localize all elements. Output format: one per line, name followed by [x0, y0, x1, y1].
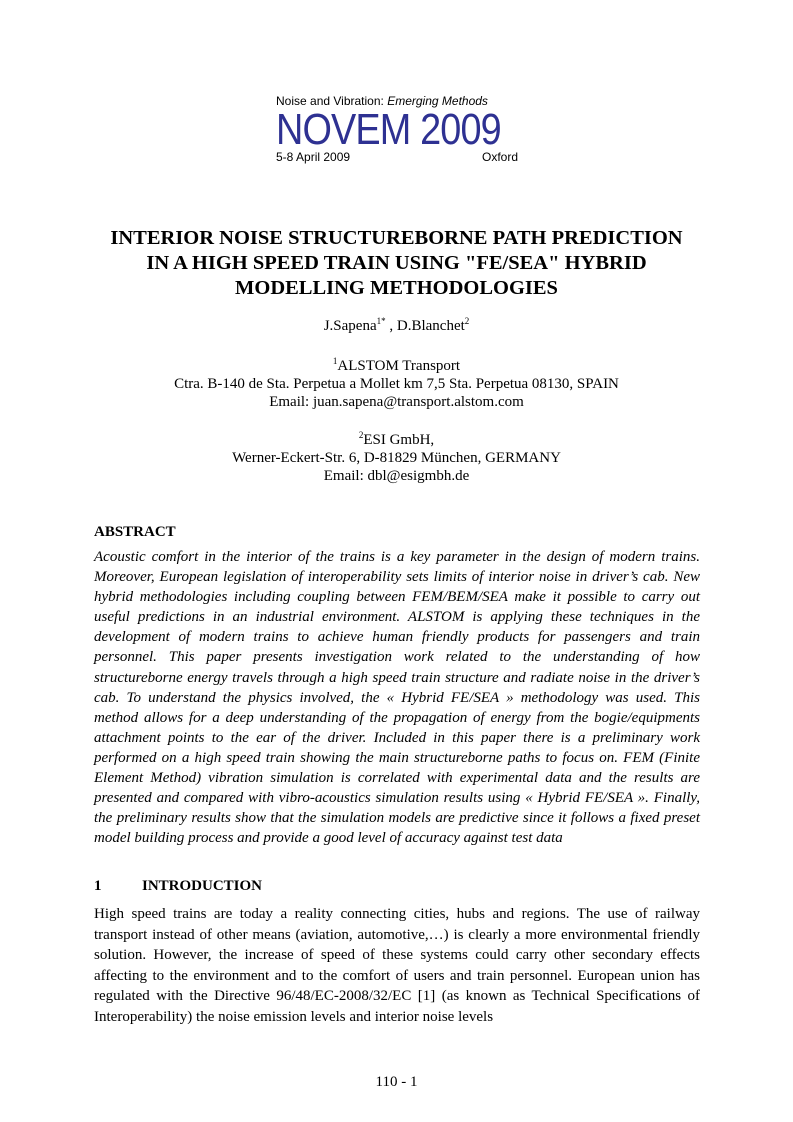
- paper-title: [60, 226, 733, 301]
- title-line: INTERIOR NOISE STRUCTUREBORNE PATH PREDICTION: [110, 227, 683, 249]
- affiliation-2: $^2$ESI GmbH, Werner-Eckert-Str. 6, D-81829 München, GERMANY Email: dbl@esigmbh.de: [60, 431, 733, 485]
- authors-line: J.Sapena$^{1*}$ , D.Blanchet$^2$: [323, 316, 470, 334]
- title-line: IN A HIGH SPEED TRAIN USING "FE/SEA" HYBRID: [146, 252, 647, 274]
- section-1-text: High speed trains are today a reality connecting cities, hubs and regions. The use of railway transport instead of other means (aviation, automotive,…) is clearly a more environmental friendly solution. However, the increase of speed of these systems could carry other secondary effects affecting to the environment and to the comfort of users and train personnel. European union has regulated with the Directive 96/48/EC-2008/32/EC [1] (as known as Technical Specifications of Interoperability) the noise emission levels and interior noise levels: [94, 906, 700, 1025]
- conference-logo-name: NOVEM 2009: [276, 105, 501, 154]
- author-1: J.Sapena: [323, 318, 377, 334]
- conference-tagline: Noise and Vibration: Emerging Methods: [276, 94, 488, 108]
- abstract-text: Acoustic comfort in the interior of the trains is a key parameter in the design of modern trains. Moreover, European legislation of interoperability sets limits of interior noise in driver’s cab. New hybrid methodologies including coupling between FEM/BEM/SEA make it possible to carry out useful predictions in an industrial environment. ALSTOM is applying these techniques in the development of modern trains to achieve human friendly products for passengers and train personnel. This paper presents investigation work related to the understanding of how structureborne energy travels through a high speed train structure and radiate noise in the driver’s cab. To understand the physics involved, the « Hybrid FE/SEA » methodology was used. This method allows for a deep understanding of the propagation of energy from the bogie/equipments attachment points to the ear of the driver. Included in this paper there is a preliminary work performed on a high speed train showing the main structureborne paths to focus on. FEM (Finite Element Method) vibration simulation is correlated with experimental data and the results are presented and compared with vibro-acoustics simulation results using « Hybrid FE/SEA ». Finally, the preliminary results show that the simulation models are predictive since it follows a fixed preset model building process and provide a good level of accuracy against test data: [94, 549, 700, 847]
- conference-subtitle: Emerging Methods: [387, 94, 488, 108]
- affiliation-1: $^1$ALSTOM Transport Ctra. B-140 de Sta. Perpetua a Mollet km 7,5 Sta. Perpetua 08130, SPAIN Email: juan.sapena@transport.alstom.com: [60, 357, 733, 411]
- author-2: D.Blanchet: [396, 318, 465, 334]
- conference-place: Oxford: [481, 150, 518, 164]
- section-1-heading: 1 INTRODUCTION: [94, 878, 263, 894]
- conference-date: 5-8 April 2009: [276, 150, 351, 164]
- title-line: MODELLING METHODOLOGIES: [235, 277, 558, 299]
- abstract-heading: ABSTRACT: [94, 524, 176, 540]
- affiliation-1-email: Email: juan.sapena@transport.alstom.com: [269, 394, 524, 410]
- affiliation-2-email: Email: dbl@esigmbh.de: [323, 468, 470, 484]
- conference-header: [276, 94, 521, 164]
- page-number: 110 - 1: [375, 1074, 418, 1090]
